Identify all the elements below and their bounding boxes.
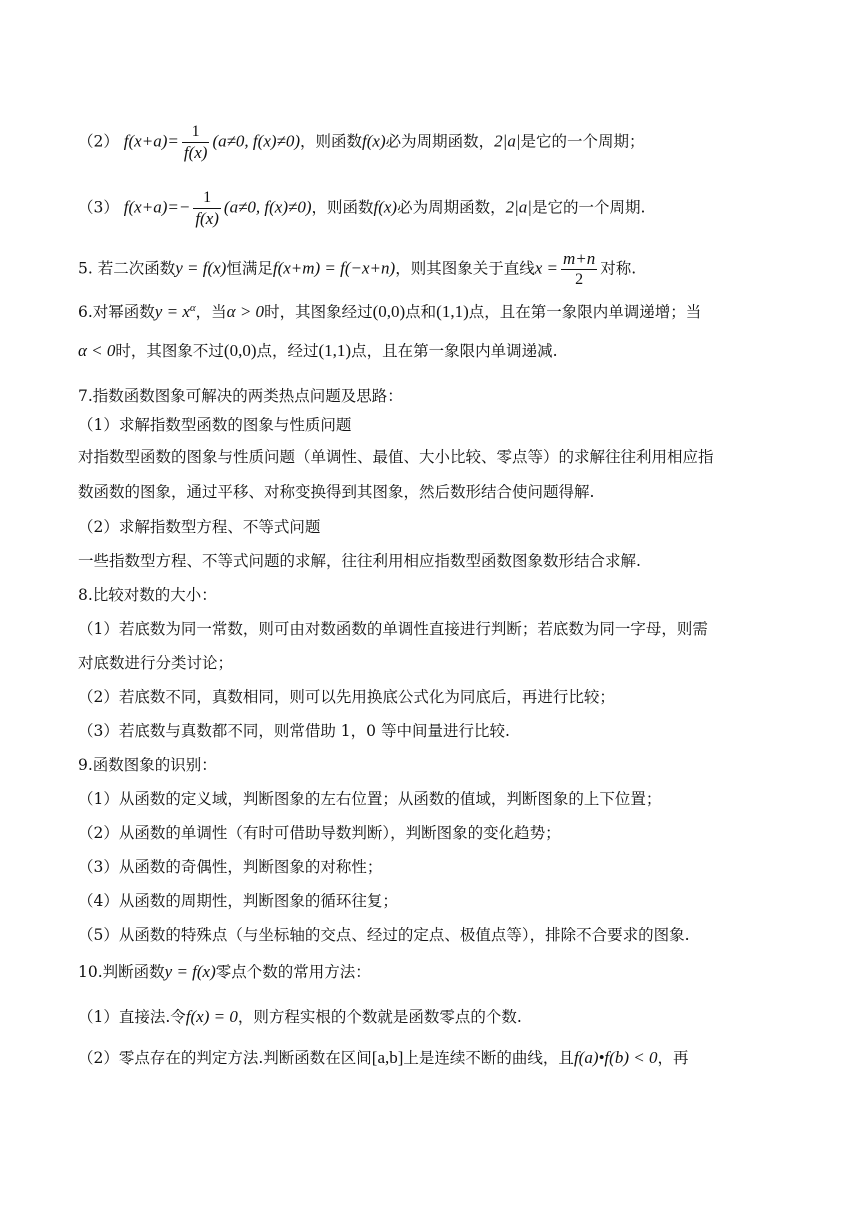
item-8-1-text-a: （1）若底数为同一常数，则可由对数函数的单调性直接进行判断；若底数为同一字母，则需 <box>78 620 708 638</box>
item-9-1-text: （1）从函数的定义域，判断图象的左右位置；从函数的值域，判断图象的上下位置； <box>78 790 662 808</box>
formula-condition: (a≠0, f(x)≠0) <box>212 131 301 151</box>
text: ，则方程实根的个数就是函数零点的个数. <box>237 1008 522 1026</box>
formula: α > 0 <box>226 302 265 322</box>
fraction <box>561 249 597 290</box>
item-7-heading: 7.指数函数图象可解决的两类热点问题及思路： <box>78 387 403 405</box>
fraction-numerator: 1 <box>191 123 200 140</box>
formula-condition: (a≠0, f(x)≠0) <box>223 197 312 217</box>
item-9-2-text: （2）从函数的单调性（有时可借助导数判断），判断图象的变化趋势； <box>78 824 561 842</box>
text: 点，且在第一象限内单调递减. <box>351 342 558 360</box>
text: 6.对幂函数 <box>78 303 155 322</box>
item-2-line <box>78 122 645 163</box>
text: 10.判断函数 <box>78 963 165 981</box>
formula: 2|a| <box>505 197 532 217</box>
item-9-4-text: （4）从函数的周期性，判断图象的循环往复； <box>78 892 398 910</box>
item-8-2-text: （2）若底数不同，真数相同，则可以先用换底公式化为同底后，再进行比较； <box>78 688 615 706</box>
formula: α <box>189 302 196 314</box>
formula: f(x) = 0 <box>185 1007 238 1026</box>
text: 点，经过 <box>256 342 319 360</box>
fraction-numerator: 1 <box>203 189 212 206</box>
fraction-numerator: m+n <box>563 249 596 268</box>
text: 是它的一个周期； <box>520 132 645 151</box>
formula: (1,1) <box>318 341 352 360</box>
formula: (0,0) <box>372 302 406 322</box>
text: 点和 <box>405 303 437 322</box>
item-7-2-heading: （2）求解指数型方程、不等式问题 <box>78 518 321 536</box>
text: 零点个数的常用方法： <box>215 963 371 981</box>
formula: α < 0 <box>78 341 116 360</box>
text: 恒满足 <box>226 259 273 278</box>
formula-lhs: f(x+a)= <box>123 131 179 151</box>
item-2-label: （2） <box>78 132 124 151</box>
item-10-2-text <box>78 1047 688 1069</box>
text: 必为周期函数， <box>397 198 506 217</box>
item-9-heading: 9.函数图象的识别： <box>78 756 217 774</box>
item-5-line <box>78 249 636 290</box>
text: 是它的一个周期. <box>531 198 646 217</box>
item-9-3-text: （3）从函数的奇偶性，判断图象的对称性； <box>78 858 383 876</box>
formula: y = f(x) <box>175 258 227 278</box>
item-6-line-a <box>78 297 701 323</box>
item-7-1-text-a: 对指数型函数的图象与性质问题（单调性、最值、大小比较、零点等）的求解往往利用相应指 <box>78 448 714 466</box>
item-8-3-text: （3）若底数与真数都不同，则常借助 1，0 等中间量进行比较. <box>78 722 510 740</box>
formula: f(x+m) = f(−x+n) <box>272 258 396 278</box>
item-7-2-text: 一些指数型方程、不等式问题的求解，往往利用相应指数型函数图象数形结合求解. <box>78 552 641 570</box>
item-8-heading: 8.比较对数的大小： <box>78 586 217 604</box>
fraction-denominator: f(x) <box>195 209 219 228</box>
item-6-line-b <box>78 340 558 362</box>
item-3-label: （3） <box>78 198 124 217</box>
formula: [a,b] <box>371 1048 404 1067</box>
formula-lhs: f(x+a)=− <box>123 197 191 217</box>
text: 必为周期函数， <box>385 132 495 151</box>
item-3-line <box>78 188 645 229</box>
text: （1）直接法.令 <box>78 1008 186 1026</box>
text: 点，且在第一象限内单调递增；当 <box>468 303 702 322</box>
fraction <box>193 188 221 229</box>
formula: x = <box>534 258 558 278</box>
fraction-denominator: f(x) <box>183 143 208 162</box>
fraction <box>182 122 210 163</box>
item-9-5-text: （5）从函数的特殊点（与坐标轴的交点、经过的定点、极值点等），排除不合要求的图象. <box>78 926 690 944</box>
text: 上是连续不断的曲线，且 <box>403 1049 574 1067</box>
text: 对称. <box>600 259 637 278</box>
text: ，当 <box>195 303 227 322</box>
text: ，再 <box>657 1049 689 1067</box>
formula: y = f(x) <box>164 962 216 981</box>
fraction-denominator: 2 <box>561 269 597 290</box>
text: （2）零点存在的判定方法.判断函数在区间 <box>78 1049 372 1067</box>
text: 时，其图象经过 <box>264 303 373 322</box>
formula: f(a)•f(b) < 0 <box>573 1048 658 1067</box>
item-10-heading <box>78 961 371 983</box>
formula: y = x <box>154 302 190 322</box>
text: ，则函数 <box>311 198 374 217</box>
text: 时，其图象不过 <box>115 342 224 360</box>
formula: f(x) <box>373 197 398 217</box>
text: 5. 若二次函数 <box>78 259 176 278</box>
formula: (1,1) <box>436 302 469 322</box>
item-8-1-text-b: 对底数进行分类讨论； <box>78 654 234 672</box>
formula: (0,0) <box>223 341 257 360</box>
formula: 2|a| <box>494 131 521 151</box>
text: ，则其图象关于直线 <box>395 259 535 278</box>
text: ，则函数 <box>300 132 363 151</box>
formula: f(x) <box>362 131 386 151</box>
item-10-1-text <box>78 1006 522 1028</box>
item-7-1-text-b: 数函数的图象，通过平移、对称变换得到其图象，然后数形结合使问题得解. <box>78 483 595 501</box>
item-7-1-heading: （1）求解指数型函数的图象与性质问题 <box>78 416 352 434</box>
